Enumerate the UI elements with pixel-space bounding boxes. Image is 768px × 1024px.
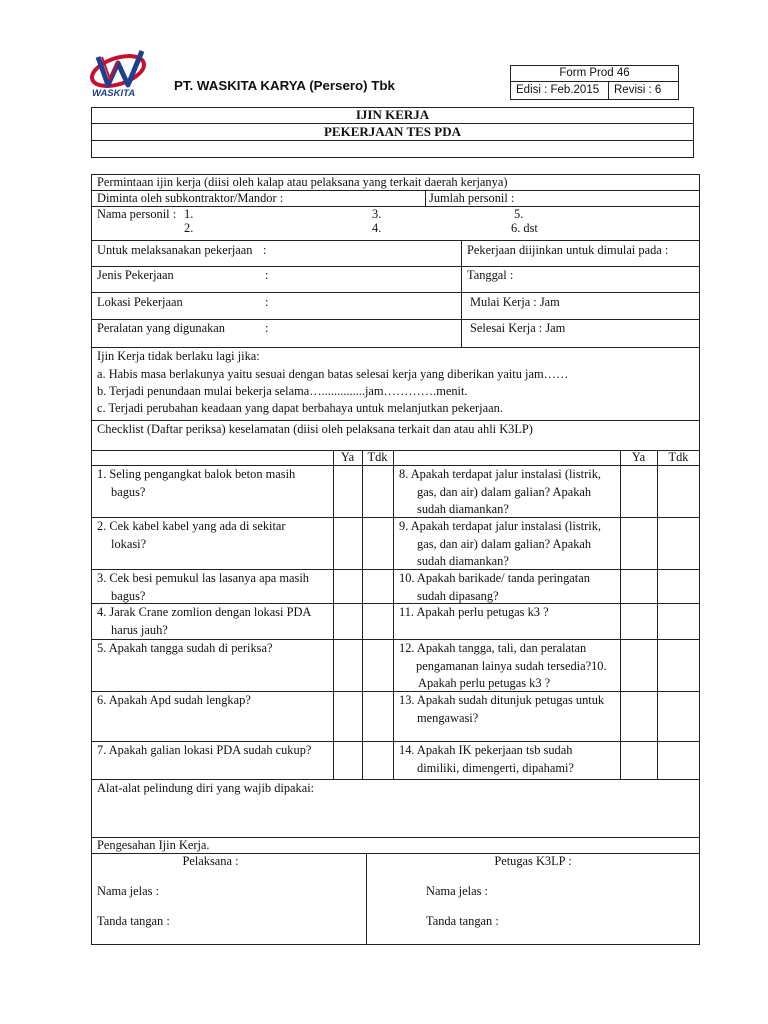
checklist-left-item-1-line-1: 1. Seling pengangkat balok beton masih [97, 467, 296, 481]
checklist-right-12-no-checkbox[interactable] [658, 640, 699, 690]
checklist-left-4-no-checkbox[interactable] [363, 604, 393, 638]
checklist-left-3-no-checkbox[interactable] [363, 570, 393, 602]
checklist-left-item-2-line-1: 2. Cek kabel kabel yang ada di sekitar [97, 519, 286, 533]
checklist-left-item-6-line-1: 6. Apakah Apd sudah lengkap? [97, 693, 251, 707]
personnel-1[interactable]: 1. [184, 207, 194, 221]
checklist-left-7-yes-checkbox[interactable] [334, 742, 362, 778]
checklist-right-item-11-line-1: 11. Apakah perlu petugas k3 ? [399, 605, 549, 619]
checklist-left-item-3-line-2: bagus? [111, 588, 146, 603]
no-header-right: Tdk [668, 450, 689, 464]
approval-heading: Pengesahan Ijin Kerja. [97, 838, 210, 852]
checklist-right-13-yes-checkbox[interactable] [621, 692, 657, 740]
checklist-right-item-8-line-1: 8. Apakah terdapat jalur instalasi (listrik, [399, 467, 601, 481]
checklist-left-5-no-checkbox[interactable] [363, 640, 393, 690]
checklist-left-item-2-line-2: lokasi? [111, 536, 147, 551]
checklist-right-item-13-line-2: mengawasi? [417, 710, 479, 725]
k3lp-title: Petugas K3LP : [494, 854, 572, 868]
ppe-heading: Alat-alat pelindung diri yang wajib dipakai: [97, 781, 315, 795]
personnel-5[interactable]: 5. [514, 207, 524, 221]
start-time-field[interactable]: Mulai Kerja : Jam [470, 295, 560, 309]
personnel-4[interactable]: 4. [372, 221, 382, 235]
checklist-right-11-yes-checkbox[interactable] [621, 604, 657, 638]
personnel-2[interactable]: 2. [184, 221, 194, 235]
checklist-right-item-8-line-2: gas, dan air) dalam galian? Apakah [417, 484, 592, 499]
work-purpose-label: Untuk melaksanakan pekerjaan [97, 243, 253, 257]
checklist-left-item-4-line-2: harus jauh? [111, 622, 168, 637]
checklist-left-item-4-line-1: 4. Jarak Crane zomlion dengan lokasi PDA [97, 605, 312, 619]
validity-b: b. Terjadi penundaan mulai bekerja selama…..............jam………….menit. [97, 384, 468, 398]
end-time-field[interactable]: Selesai Kerja : Jam [470, 321, 566, 335]
checklist-right-10-yes-checkbox[interactable] [621, 570, 657, 602]
checklist-right-item-12-line-1: 12. Apakah tangga, tali, dan peralatan [399, 641, 587, 655]
checklist-right-item-12-line-2: pengamanan lainya sudah tersedia?10. [416, 658, 607, 673]
executor-name-field[interactable]: Nama jelas : [97, 884, 159, 898]
logo-text: WASKITA [92, 88, 136, 99]
checklist-right-11-no-checkbox[interactable] [658, 604, 699, 638]
personnel-count-field[interactable]: Jumlah personil : [429, 191, 515, 205]
checklist-right-item-14-line-2: dimiliki, dimengerti, dipahami? [417, 760, 574, 775]
checklist-right-item-12-line-3: Apakah perlu petugas k3 ? [418, 676, 551, 690]
k3lp-sign-field[interactable]: Tanda tangan : [426, 914, 499, 928]
title-line-1: IJIN KERJA [355, 107, 430, 122]
checklist-left-3-yes-checkbox[interactable] [334, 570, 362, 602]
requested-by-field[interactable]: Diminta oleh subkontraktor/Mandor : [97, 191, 284, 205]
checklist-right-8-yes-checkbox[interactable] [621, 466, 657, 516]
revision: Revisi : 6 [614, 84, 662, 96]
colon: : [265, 268, 269, 282]
date-field[interactable]: Tanggal : [467, 268, 514, 282]
checklist-right-item-10-line-1: 10. Apakah barikade/ tanda peringatan [399, 571, 590, 585]
colon: : [265, 321, 269, 335]
checklist-right-14-yes-checkbox[interactable] [621, 742, 657, 778]
checklist-right-14-no-checkbox[interactable] [658, 742, 699, 778]
validity-c: c. Terjadi perubahan keadaan yang dapat berbahaya untuk melanjutkan pekerjaan. [97, 401, 503, 415]
checklist-left-6-no-checkbox[interactable] [363, 692, 393, 740]
executor-title: Pelaksana : [182, 854, 239, 868]
checklist-right-item-9-line-2: gas, dan air) dalam galian? Apakah [417, 536, 592, 551]
executor-sign-field[interactable]: Tanda tangan : [97, 914, 170, 928]
yes-header-right: Ya [631, 450, 646, 464]
checklist-left-1-yes-checkbox[interactable] [334, 466, 362, 516]
colon: : [263, 243, 267, 257]
checklist-right-8-no-checkbox[interactable] [658, 466, 699, 516]
checklist-right-9-no-checkbox[interactable] [658, 518, 699, 568]
checklist-left-item-1-line-2: bagus? [111, 484, 146, 499]
checklist-heading: Checklist (Daftar periksa) keselamatan (diisi oleh pelaksana terkait dan atau ahli K3LP) [97, 422, 533, 436]
personnel-label: Nama personil : [97, 207, 177, 221]
checklist-right-9-yes-checkbox[interactable] [621, 518, 657, 568]
checklist-right-item-14-line-1: 14. Apakah IK pekerjaan tsb sudah [399, 743, 573, 757]
checklist-left-5-yes-checkbox[interactable] [334, 640, 362, 690]
checklist-left-item-5-line-1: 5. Apakah tangga sudah di periksa? [97, 641, 273, 655]
no-header-left: Tdk [367, 450, 388, 464]
checklist-left-2-yes-checkbox[interactable] [334, 518, 362, 568]
personnel-3[interactable]: 3. [372, 207, 382, 221]
allowed-from-label: Pekerjaan diijinkan untuk dimulai pada : [467, 243, 669, 257]
checklist-right-item-9-line-3: sudah diamankan? [417, 554, 509, 568]
validity-a: a. Habis masa berlakunya yaitu sesuai dengan batas selesai kerja yang diberikan yaitu jam…… [97, 367, 569, 381]
checklist-right-13-no-checkbox[interactable] [658, 692, 699, 740]
colon: : [265, 295, 269, 309]
checklist-right-12-yes-checkbox[interactable] [621, 640, 657, 690]
work-type-field[interactable]: Jenis Pekerjaan [97, 268, 174, 282]
checklist-right-item-8-line-3: sudah diamankan? [417, 502, 509, 516]
checklist-left-4-yes-checkbox[interactable] [334, 604, 362, 638]
company-name: PT. WASKITA KARYA (Persero) Tbk [174, 78, 395, 93]
equipment-field[interactable]: Peralatan yang digunakan [97, 321, 225, 335]
permit-form [91, 174, 700, 945]
checklist-right-item-9-line-1: 9. Apakah terdapat jalur instalasi (listrik, [399, 519, 601, 533]
checklist-left-item-3-line-1: 3. Cek besi pemukul las lasanya apa masih [97, 571, 309, 585]
form-number: Form Prod 46 [559, 67, 630, 79]
checklist-right-item-13-line-1: 13. Apakah sudah ditunjuk petugas untuk [399, 693, 605, 707]
checklist-left-1-no-checkbox[interactable] [363, 466, 393, 516]
checklist-left-2-no-checkbox[interactable] [363, 518, 393, 568]
checklist-left-item-7-line-1: 7. Apakah galian lokasi PDA sudah cukup? [97, 743, 312, 757]
checklist-right-10-no-checkbox[interactable] [658, 570, 699, 602]
checklist-right-item-10-line-2: sudah dipasang? [417, 588, 499, 603]
work-location-field[interactable]: Lokasi Pekerjaan [97, 295, 183, 309]
k3lp-name-field[interactable]: Nama jelas : [426, 884, 488, 898]
title-line-2: PEKERJAAN TES PDA [323, 124, 461, 139]
checklist-left-7-no-checkbox[interactable] [363, 742, 393, 778]
edition: Edisi : Feb.2015 [516, 84, 600, 96]
checklist-left-6-yes-checkbox[interactable] [334, 692, 362, 740]
yes-header-left: Ya [340, 450, 355, 464]
personnel-6[interactable]: 6. dst [511, 221, 538, 235]
validity-heading: Ijin Kerja tidak berlaku lagi jika: [97, 349, 260, 363]
request-heading: Permintaan ijin kerja (diisi oleh kalap atau pelaksana yang terkait daerah kerjanya) [97, 175, 508, 189]
